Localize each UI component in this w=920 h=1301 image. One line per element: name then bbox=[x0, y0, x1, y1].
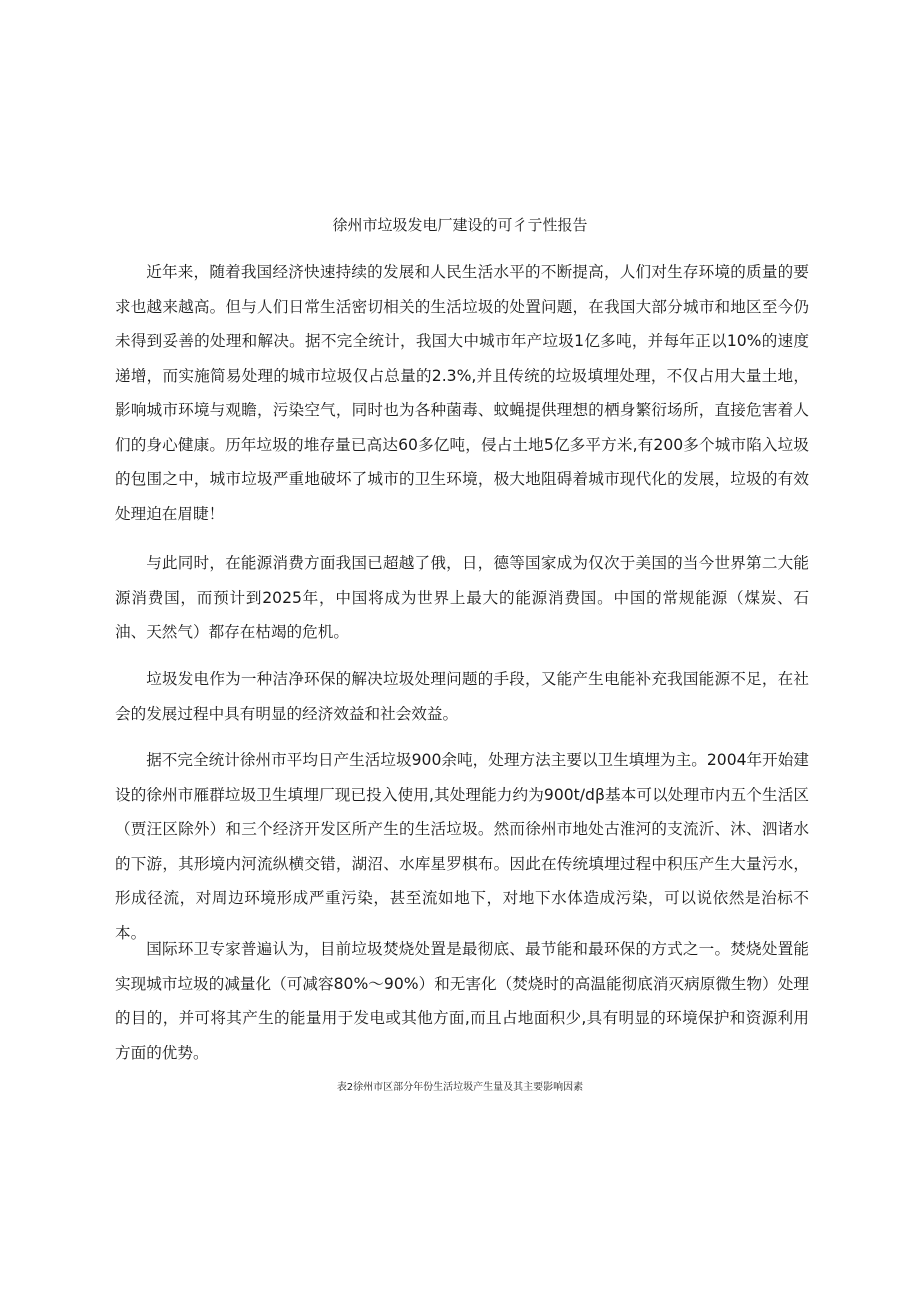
paragraph-2: 与此同时，在能源消费方面我国已超越了俄，日，德等国家成为仅次于美国的当今世界第二大能源消费国，而预计到2025年，中国将成为世界上最大的能源消费国。中国的常规能源（煤炭、石油、天然气）都存在枯竭的危机。 bbox=[115, 554, 809, 641]
paragraph-4: 据不完全统计徐州市平均日产生活垃圾900余吨，处理方法主要以卫生填埋为主。2004年开始建设的徐州市雁群垃圾卫生填埋厂现已投入使用,其处理能力约为900t∕dβ基本可以处理市内五个生活区（贾汪区除外）和三个经济开发区所产生的生活垃圾。然而徐州市地处古淮河的支流沂、沐、泗诸水的下游，其形境内河流纵横交错，湖沼、水库星罗棋布。因此在传统填埋过程中积压产生大量污水，形成径流，对周边环境形成严重污染，甚至流如地下，对地下水体造成污染，可以说依然是治标不本。 bbox=[115, 751, 809, 942]
document-title: 徐州市垃圾发电厂建设的可彳亍性报告 bbox=[332, 216, 588, 234]
paragraph-3: 垃圾发电作为一种洁净环保的解决垃圾处理问题的手段，又能产生电能补充我国能源不足，在社会的发展过程中具有明显的经济效益和社会效益。 bbox=[115, 670, 809, 723]
paragraph-1: 近年来，随着我国经济快速持续的发展和人民生活水平的不断提高，人们对生存环境的质量的要求也越来越高。但与人们日常生活密切相关的生活垃圾的处置问题，在我国大部分城市和地区至今仍未得到妥善的处理和解决。据不完全统计，我国大中城市年产垃圾1亿多吨，并每年正以10%的速度递增，而实施简易处理的城市垃圾仅占总量的2.3%,并且传统的垃圾填埋处理，不仅占用大量土地，影响城市环境与观瞻，污染空气，同时也为各种菌毒、蚊蝇提供理想的栖身繁衍场所，直接危害着人们的身心健康。历年垃圾的堆存量已高达60多亿吨，侵占土地5亿多平方米,有200多个城市陷入垃圾的包围之中，城市垃圾严重地破坏了城市的卫生环境，极大地阻碍着城市现代化的发展，垃圾的有效处理迫在眉睫！ bbox=[115, 263, 809, 523]
paragraph-5: 国际环卫专家普遍认为，目前垃圾焚烧处置是最彻底、最节能和最环保的方式之一。焚烧处置能实现城市垃圾的减量化（可减容80%〜90%）和无害化（焚烧时的高温能彻底消灭病原微生物）处理的目的，并可将其产生的能量用于发电或其他方面,而且占地面积少,具有明显的环境保护和资源利用方面的优势。 bbox=[115, 940, 809, 1062]
table-caption: 表2徐州市区部分年份生活垃圾产生量及其主要影响因素 bbox=[336, 1082, 584, 1093]
